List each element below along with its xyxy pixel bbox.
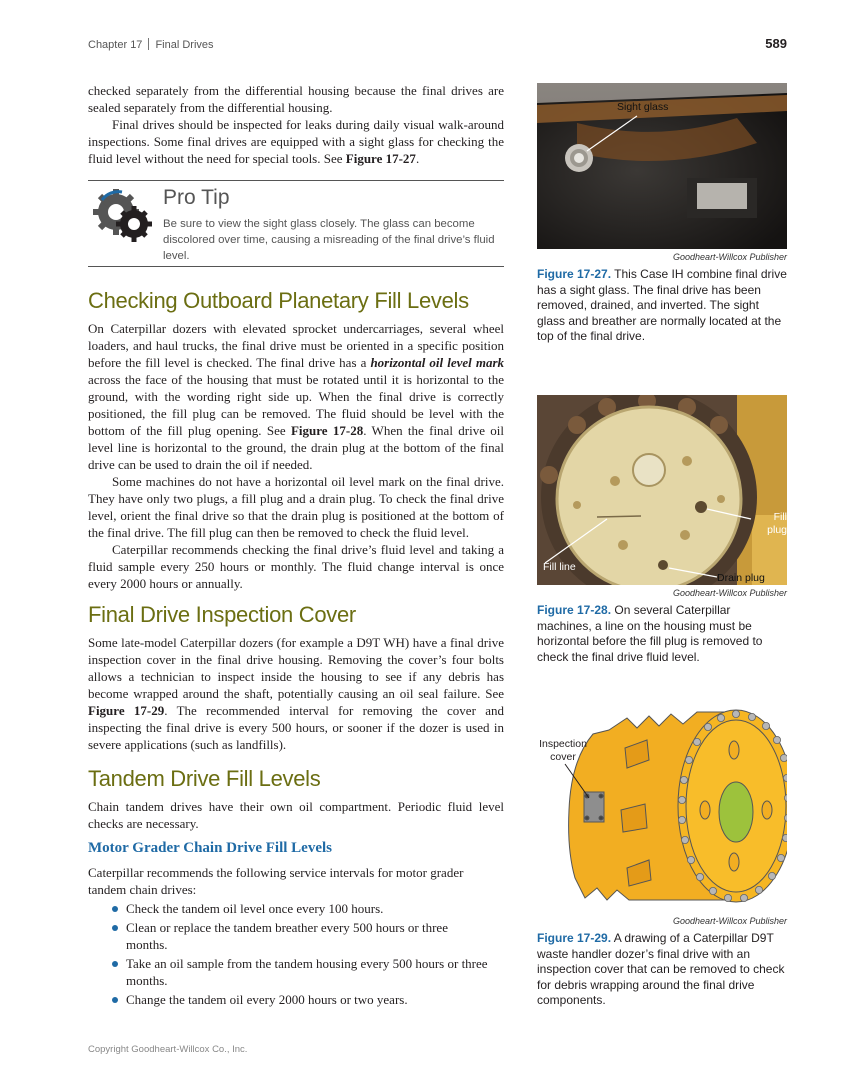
section2-text: [88, 634, 504, 753]
figure-17-27-credit: Goodheart-Willcox Publisher: [673, 252, 787, 262]
list-item: Take an oil sample from the tandem housing every 500 hours or three months.: [112, 955, 492, 989]
section-heading-planetary-fill: Checking Outboard Planetary Fill Levels: [88, 288, 469, 313]
gears-icon: [92, 186, 158, 246]
service-interval-list: [112, 900, 492, 1010]
list-item: Change the tandem oil every 2000 hours or two years.: [112, 991, 492, 1008]
running-header: [88, 38, 214, 51]
chapter-title: Final Drives: [155, 39, 214, 51]
pro-tip-text: Be sure to view the sight glass closely. The glass can become discolored over time, causing a misreading of the final drive’s fluid level.: [163, 218, 495, 262]
section-heading-tandem-drive: Tandem Drive Fill Levels: [88, 766, 321, 791]
figure-17-28-photo: [537, 395, 787, 585]
sight-glass-label: Sight glass: [617, 101, 669, 113]
header-divider: [148, 38, 149, 50]
pro-tip-title: Pro Tip: [163, 186, 230, 209]
copyright-footer: Copyright Goodheart-Willcox Co., Inc.: [88, 1044, 248, 1055]
intro-paragraph-2: Final drives should be inspected for leaks during daily visual walk-around inspections. Some final drives are equipped with a sight glass for checking the fluid level without the need for special tools. See Figure 17-27.: [88, 117, 504, 166]
pro-tip-bottom-rule: [88, 266, 504, 267]
inspection-cover-label: Inspection cover: [539, 738, 587, 763]
figure-ref-17-29: Figure 17-29: [88, 703, 165, 718]
section1-paragraph-2: Some machines do not have a horizontal oil level mark on the final drive. They have only two plugs, a fill plug and a drain plug. To check the final drive level, orient the final drive so that the drain plug is positioned at the bottom of the final drive. The fill plug can then be removed to check the fluid level.: [88, 474, 504, 540]
subsection-heading-motor-grader: Motor Grader Chain Drive Fill Levels: [88, 840, 332, 856]
list-item: Clean or replace the tandem breather every 500 hours or three months.: [112, 919, 492, 953]
figure-17-28-caption: Figure 17-28. On several Caterpillar machines, a line on the housing must be horizontal before the fill plug is removed to check the final drive fluid level.: [537, 603, 763, 664]
pro-tip-top-rule: [88, 180, 504, 181]
chapter-label: Chapter 17: [88, 39, 143, 51]
figure-number: Figure 17-27.: [537, 267, 612, 281]
section1-paragraph-1: On Caterpillar dozers with elevated sprocket undercarriages, several wheel loaders, and haul trucks, the final drive must be oriented in a specific position before the fill level is checked. The final drive has a horizontal oil level mark across the face of the housing that must be rotated until it is horizontal to the ground, with the wording right side up. When the final drive is correctly positioned, the fill plug can be removed. The fluid should be level with the bottom of the fill plug opening. See Figure 17-28. When the final drive oil level line is horizontal to the ground, the drain plug at the bottom of the final drive can be used to drain the oil if needed.: [88, 321, 505, 472]
figure-number: Figure 17-28.: [537, 603, 612, 617]
section3-text-2: [88, 864, 504, 898]
figure-17-27-photo: [537, 83, 787, 249]
section-heading-inspection-cover: Final Drive Inspection Cover: [88, 602, 356, 627]
list-item: Check the tandem oil level once every 100 hours.: [112, 900, 492, 917]
figure-17-27-caption: Figure 17-27. This Case IH combine final drive has a sight glass. The final drive has been removed, drained, and inverted. The sight glass and breather are normally located at the top of the final drive.: [537, 267, 787, 343]
figure-ref-17-28: Figure 17-28: [290, 423, 364, 438]
intro-text: [88, 82, 504, 167]
section3-text: [88, 798, 504, 832]
drain-plug-label: Drain plug: [717, 572, 765, 584]
intro-paragraph-1: checked separately from the differential housing because the final drives are sealed separately from the differential housing.: [88, 83, 504, 115]
section3-paragraph-2: Caterpillar recommends the following service intervals for motor grader tandem chain drives:: [88, 865, 464, 897]
fill-line-label: Fill line: [543, 561, 576, 573]
figure-17-29-credit: Goodheart-Willcox Publisher: [673, 916, 787, 926]
section2-paragraph-1: Some late-model Caterpillar dozers (for example a D9T WH) have a final drive inspection cover in the final drive housing. Removing the cover’s four bolts allows a technician to inspect inside the housing to see if any debris has become wrapped around the shaft, potentially causing an oil seal failure. See Figure 17-29. The recommended interval for removing the cover and inspecting the final drive is every 500 hours, or sooner if the dozer is used in severe applications (such as landfills).: [88, 635, 504, 752]
figure-17-29-drawing: [537, 700, 787, 912]
figure-number: Figure 17-29.: [537, 931, 612, 945]
figure-ref-17-27: Figure 17-27: [345, 151, 416, 166]
section1-paragraph-3: Caterpillar recommends checking the final drive’s fluid level and taking a fluid sample every 250 hours or monthly. The fluid change interval is once every 2000 hours or annually.: [88, 542, 504, 591]
figure-17-28-credit: Goodheart-Willcox Publisher: [673, 588, 787, 598]
section1-text: [88, 320, 504, 592]
figure-17-29-caption: Figure 17-29. A drawing of a Caterpillar D9T waste handler dozer’s final drive with an inspection cover that can be removed to check for debris wrapping around the final drive components.: [537, 931, 785, 1007]
fill-plug-label: Fill plug: [767, 511, 787, 536]
key-term: horizontal oil level mark: [370, 355, 505, 370]
section3-paragraph-1: Chain tandem drives have their own oil compartment. Periodic fluid level checks are necessary.: [88, 799, 504, 831]
page-number: 589: [765, 36, 787, 51]
